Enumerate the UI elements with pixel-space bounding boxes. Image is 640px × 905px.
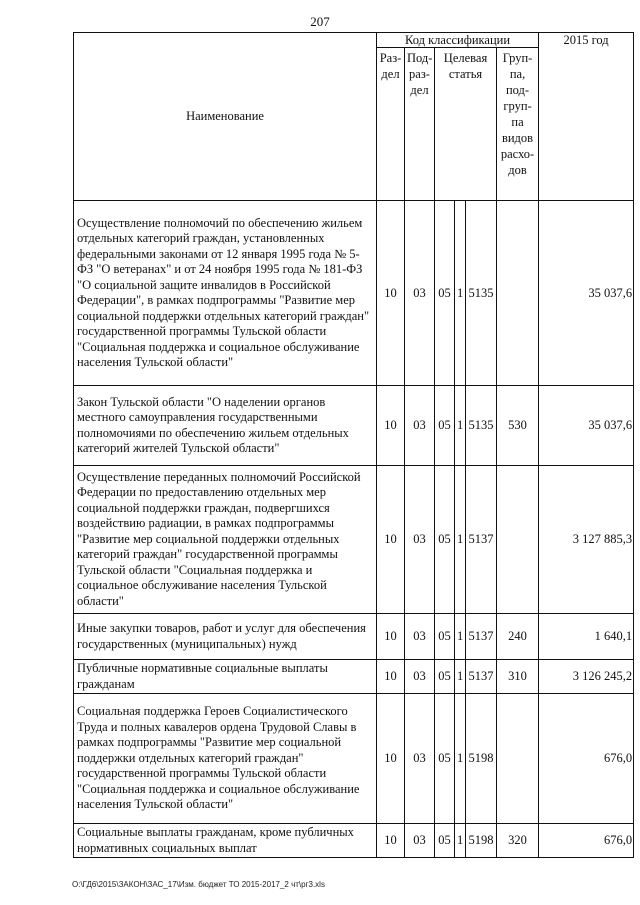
row-target-program: 05 bbox=[435, 466, 455, 614]
row-target-subprogram: 1 bbox=[455, 614, 466, 660]
table-row bbox=[74, 824, 634, 858]
file-path-footer: О:\ГД6\2015\ЗАКОН\ЗАС_17\Изм. бюджет ТО 2015-2017_2 чт\рг3.xls bbox=[72, 880, 325, 889]
row-razdel: 10 bbox=[377, 201, 405, 386]
table-body bbox=[74, 201, 634, 858]
row-podrazdel: 03 bbox=[405, 824, 435, 858]
row-amount: 676,0 bbox=[539, 824, 634, 858]
row-podrazdel: 03 bbox=[405, 201, 435, 386]
row-target-code: 5198 bbox=[466, 694, 497, 824]
row-amount: 1 640,1 bbox=[539, 614, 634, 660]
row-target-subprogram: 1 bbox=[455, 824, 466, 858]
row-razdel: 10 bbox=[377, 614, 405, 660]
row-target-program: 05 bbox=[435, 386, 455, 466]
row-target-program: 05 bbox=[435, 824, 455, 858]
row-group: 530 bbox=[497, 386, 539, 466]
row-name: Социальные выплаты гражданам, кроме публичных нормативных социальных выплат bbox=[74, 824, 377, 858]
row-target-code: 5137 bbox=[466, 466, 497, 614]
row-name: Иные закупки товаров, работ и услуг для обеспечения государственных (муниципальных) нужд bbox=[74, 614, 377, 660]
page-number: 207 bbox=[310, 14, 330, 29]
row-target-code: 5198 bbox=[466, 824, 497, 858]
header-podrazdel: Под- раз- дел bbox=[405, 48, 435, 201]
row-razdel: 10 bbox=[377, 466, 405, 614]
header-razdel: Раз- дел bbox=[377, 48, 405, 201]
row-target-code: 5135 bbox=[466, 386, 497, 466]
table-row bbox=[74, 201, 634, 386]
table-row bbox=[74, 614, 634, 660]
header-target: Целевая статья bbox=[435, 48, 497, 201]
row-target-subprogram: 1 bbox=[455, 466, 466, 614]
row-target-program: 05 bbox=[435, 614, 455, 660]
row-amount: 676,0 bbox=[539, 694, 634, 824]
table-row bbox=[74, 386, 634, 466]
row-target-subprogram: 1 bbox=[455, 694, 466, 824]
row-razdel: 10 bbox=[377, 660, 405, 694]
row-amount: 3 127 885,3 bbox=[539, 466, 634, 614]
row-target-subprogram: 1 bbox=[455, 386, 466, 466]
header-group: Груп- па, под- груп- па видов расхо- дов bbox=[497, 48, 539, 201]
header-name: Наименование bbox=[74, 33, 377, 201]
row-amount: 3 126 245,2 bbox=[539, 660, 634, 694]
row-target-code: 5137 bbox=[466, 614, 497, 660]
row-razdel: 10 bbox=[377, 824, 405, 858]
row-name: Закон Тульской области "О наделении органов местного самоуправления государственными полномочиями по обеспечению жильем отдельных категорий жителей Тульской области" bbox=[74, 386, 377, 466]
table-row bbox=[74, 466, 634, 614]
budget-table bbox=[73, 32, 634, 858]
row-amount: 35 037,6 bbox=[539, 201, 634, 386]
row-group: 320 bbox=[497, 824, 539, 858]
row-name: Социальная поддержка Героев Социалистического Труда и полных кавалеров ордена Трудовой Славы в рамках подпрограммы "Развитие мер социальной поддержки отдельных категорий граждан" государственной программы Тульской области "Социальная поддержка и социальное обслуживание населения Тульской области" bbox=[74, 694, 377, 824]
row-podrazdel: 03 bbox=[405, 614, 435, 660]
row-group: 240 bbox=[497, 614, 539, 660]
row-group: 310 bbox=[497, 660, 539, 694]
row-podrazdel: 03 bbox=[405, 386, 435, 466]
row-podrazdel: 03 bbox=[405, 466, 435, 614]
header-classification: Код классификации bbox=[377, 33, 539, 48]
row-amount: 35 037,6 bbox=[539, 386, 634, 466]
row-group bbox=[497, 201, 539, 386]
row-group bbox=[497, 694, 539, 824]
row-name: Публичные нормативные социальные выплаты гражданам bbox=[74, 660, 377, 694]
row-razdel: 10 bbox=[377, 694, 405, 824]
table-row bbox=[74, 660, 634, 694]
row-target-code: 5135 bbox=[466, 201, 497, 386]
row-name: Осуществление полномочий по обеспечению жильем отдельных категорий граждан, установленных федеральными законами от 12 января 1995 года № 5-ФЗ "О ветеранах" и от 24 ноября 1995 года № 181-ФЗ "О социальной защите инвалидов в Российской Федерации", в рамках подпрограммы "Развитие мер социальной поддержки отдельных категорий граждан" государственной программы Тульской области "Социальная поддержка и социальное обслуживание населения Тульской области" bbox=[74, 201, 377, 386]
header-year: 2015 год bbox=[539, 33, 634, 201]
row-podrazdel: 03 bbox=[405, 694, 435, 824]
table-row bbox=[74, 694, 634, 824]
row-razdel: 10 bbox=[377, 386, 405, 466]
row-target-program: 05 bbox=[435, 660, 455, 694]
row-name: Осуществление переданных полномочий Российской Федерации по предоставлению отдельных мер социальной поддержки граждан, подвергшихся воздействию радиации, в рамках подпрограммы "Развитие мер социальной поддержки отдельных категорий граждан" государственной программы Тульской области "Социальная поддержка и социальное обслуживание населения Тульской области" bbox=[74, 466, 377, 614]
row-target-program: 05 bbox=[435, 201, 455, 386]
row-target-program: 05 bbox=[435, 694, 455, 824]
row-target-subprogram: 1 bbox=[455, 201, 466, 386]
row-podrazdel: 03 bbox=[405, 660, 435, 694]
row-target-subprogram: 1 bbox=[455, 660, 466, 694]
row-target-code: 5137 bbox=[466, 660, 497, 694]
row-group bbox=[497, 466, 539, 614]
